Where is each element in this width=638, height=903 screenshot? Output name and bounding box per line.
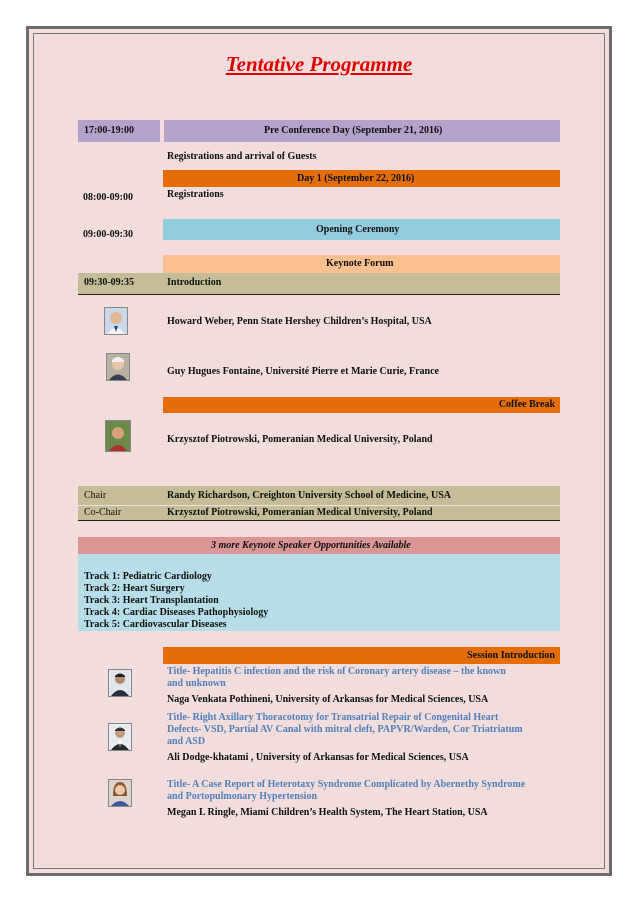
talk3-title-line1: Title- A Case Report of Heterotaxy Syndrome Complicated by Abernethy Syndrome — [167, 779, 526, 790]
time-0930: 09:30-09:35 — [84, 277, 134, 288]
opportunities-row — [78, 537, 560, 554]
speaker-photo-megan-ringle — [108, 779, 132, 807]
opening-ceremony-row — [163, 219, 560, 240]
chair-name: Randy Richardson, Creighton University School of Medicine, USA — [167, 490, 451, 501]
talk2-title-line3: and ASD — [167, 736, 206, 747]
cochair-underline — [78, 520, 560, 521]
introduction-label: Introduction — [167, 277, 222, 288]
track-1: Track 1: Pediatric Cardiology — [84, 571, 212, 582]
chair-label: Chair — [84, 490, 107, 501]
cochair-name: Krzysztof Piotrowski, Pomeranian Medical University, Poland — [167, 507, 433, 518]
speaker-howard-weber: Howard Weber, Penn State Hershey Children’s Hospital, USA — [167, 316, 432, 327]
talk2-title-line1: Title- Right Axillary Thoracotomy for Transatrial Repair of Congenital Heart — [167, 712, 499, 723]
session-intro-row — [163, 647, 560, 664]
track-5: Track 5: Cardiovascular Diseases — [84, 619, 227, 630]
registrations: Registrations — [167, 189, 224, 200]
chair-divider — [78, 505, 560, 506]
page-title: Tentative Programme — [225, 52, 413, 76]
talk2-title-line2: Defects- VSD, Partial AV Canal with mitral cleft, PAPVR/Warden, Cor Triatriatum — [167, 724, 523, 735]
time-0800: 08:00-09:00 — [83, 192, 133, 203]
speaker-photo-howard-weber — [104, 307, 128, 335]
keynote-forum-label: Keynote Forum — [326, 258, 394, 269]
speaker-photo-naga-pothineni — [108, 669, 132, 697]
coffee-break-row — [163, 397, 560, 413]
track-4: Track 4: Cardiac Diseases Pathophysiology — [84, 607, 269, 618]
talk1-title-line1: Title- Hepatitis C infection and the risk of Coronary artery disease – the known — [167, 666, 506, 677]
day1-label: Day 1 (September 22, 2016) — [297, 173, 415, 184]
talk3-speaker: Megan L Ringle, Miami Children’s Health System, The Heart Station, USA — [167, 807, 488, 818]
session-intro-label: Session Introduction — [467, 650, 555, 661]
speaker-photo-guy-fontaine — [106, 353, 130, 381]
track-2: Track 2: Heart Surgery — [84, 583, 185, 594]
talk1-speaker: Naga Venkata Pothineni, University of Arkansas for Medical Sciences, USA — [167, 694, 489, 705]
day1-row — [163, 170, 560, 187]
pre-conference-row — [78, 120, 560, 142]
cochair-label: Co-Chair — [84, 507, 122, 518]
chair-row — [78, 486, 560, 505]
pre-divider — [160, 120, 164, 142]
talk2-speaker: Ali Dodge-khatami , University of Arkansas for Medical Sciences, USA — [167, 752, 469, 763]
talk3-title-line2: and Portopulmonary Hypertension — [167, 791, 318, 802]
coffee-break-label: Coffee Break — [498, 399, 555, 410]
keynote-forum-row — [163, 255, 560, 273]
registrations-arrival: Registrations and arrival of Guests — [167, 151, 317, 162]
talk1-title-line2: and unknown — [167, 678, 226, 689]
tracks-block — [78, 554, 560, 631]
introduction-row — [78, 273, 560, 294]
speaker-photo-krzysztof-piotrowski — [105, 420, 131, 452]
time-0900: 09:00-09:30 — [83, 229, 133, 240]
opportunities-label: 3 more Keynote Speaker Opportunities Available — [211, 540, 411, 551]
track-3: Track 3: Heart Transplantation — [84, 595, 219, 606]
pre-day-label: Pre Conference Day (September 21, 2016) — [264, 125, 443, 136]
pre-time: 17:00-19:00 — [84, 125, 134, 136]
speaker-guy-fontaine: Guy Hugues Fontaine, Université Pierre et Marie Curie, France — [167, 366, 439, 377]
cochair-row — [78, 505, 560, 520]
introduction-underline — [78, 294, 560, 295]
opening-ceremony-label: Opening Ceremony — [316, 224, 400, 235]
speaker-krzysztof-piotrowski: Krzysztof Piotrowski, Pomeranian Medical University, Poland — [167, 434, 433, 445]
speaker-photo-ali-dodge-khatami — [108, 723, 132, 751]
